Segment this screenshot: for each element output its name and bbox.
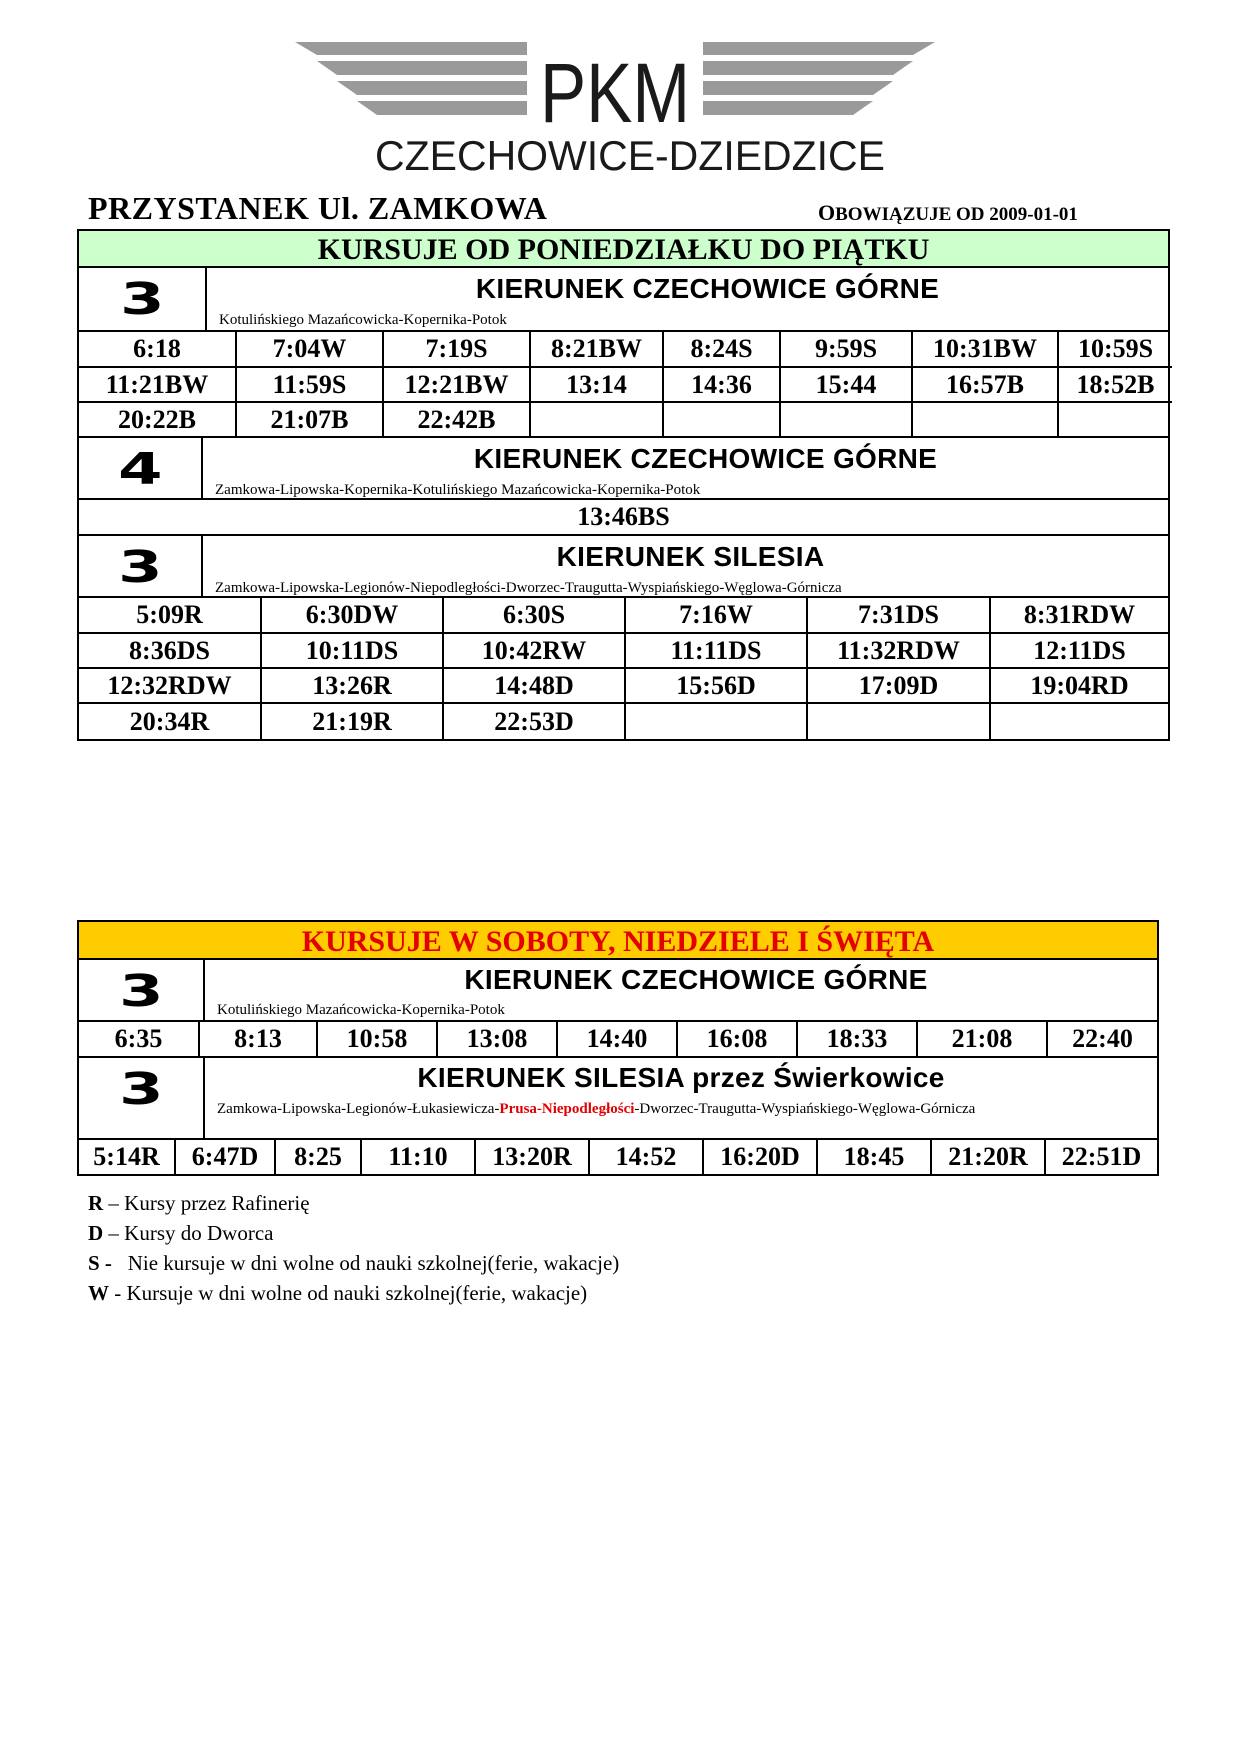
departure-time (807, 703, 990, 739)
departure-time: 8:36DS (79, 633, 261, 668)
departure-time: 13:46BS (577, 502, 670, 531)
departure-time: 15:56D (625, 668, 807, 703)
departure-time: 22:53D (443, 703, 625, 739)
route-number: 3 (79, 1058, 205, 1138)
departure-time: 18:33 (797, 1022, 917, 1056)
departure-time (990, 703, 1168, 739)
departure-time: 14:40 (557, 1022, 677, 1056)
departure-time: 17:09D (807, 668, 990, 703)
departure-time: 15:44 (780, 367, 912, 402)
departure-time: 19:04RD (990, 668, 1168, 703)
weekend-banner: KURSUJE W SOBOTY, NIEDZIELE I ŚWIĘTA (79, 922, 1157, 960)
route-direction: KIERUNEK CZECHOWICE GÓRNE (475, 273, 940, 304)
departure-time (780, 402, 912, 436)
stop-title: PRZYSTANEK Ul. ZAMKOWA (88, 190, 548, 226)
route-path: Kotulińskiego Mazańcowicka-Kopernika-Potok (219, 312, 507, 328)
weekday-banner: KURSUJE OD PONIEDZIAŁKU DO PIĄTKU (79, 231, 1168, 268)
departure-time: 16:20D (703, 1140, 817, 1174)
departure-time: 18:45 (817, 1140, 931, 1174)
departure-time: 11:59S (236, 367, 383, 402)
departure-time: 6:35 (79, 1022, 199, 1056)
route-header (79, 1056, 1157, 1140)
departure-time: 6:47D (175, 1140, 275, 1174)
departure-time: 16:08 (677, 1022, 797, 1056)
legend (88, 1188, 619, 1308)
departure-time: 18:52B (1058, 367, 1172, 402)
departure-time: 5:14R (79, 1140, 175, 1174)
departure-time: 20:34R (79, 703, 261, 739)
departure-time: 7:04W (236, 332, 383, 367)
legend-item: W - Kursuje w dni wolne od nauki szkolnej(ferie, wakacje) (88, 1281, 588, 1305)
departure-time: 21:07B (236, 402, 383, 436)
departure-time: 8:21BW (530, 332, 663, 367)
weekend-section (77, 920, 1159, 1176)
departure-time: 12:11DS (990, 633, 1168, 668)
departure-time: 13:26R (261, 668, 443, 703)
pkm-logo (295, 42, 935, 177)
departure-time: 8:13 (199, 1022, 317, 1056)
departure-time (1058, 402, 1172, 436)
departure-time: 10:58 (317, 1022, 437, 1056)
departure-time: 6:30S (443, 598, 625, 633)
timetable-grid (79, 598, 1168, 739)
departure-time: 12:21BW (383, 367, 530, 402)
route-number: 3 (79, 268, 207, 330)
route-header (79, 534, 1168, 598)
departure-time: 6:30DW (261, 598, 443, 633)
route-number: 3 (79, 536, 203, 596)
departure-time: 14:36 (663, 367, 780, 402)
route-path: Zamkowa-Lipowska-Legionów-Niepodległości-Dworzec-Traugutta-Wyspiańskiego-Węglowa-Górnicza (215, 580, 842, 596)
departure-time: 22:51D (1045, 1140, 1157, 1174)
legend-item: S - Nie kursuje w dni wolne od nauki szkolnej(ferie, wakacje) (88, 1251, 620, 1275)
departure-time: 11:21BW (79, 367, 236, 402)
departure-time: 14:52 (589, 1140, 703, 1174)
departure-time: 7:31DS (807, 598, 990, 633)
departure-time: 21:20R (931, 1140, 1045, 1174)
departure-time: 11:32RDW (807, 633, 990, 668)
route-direction: KIERUNEK CZECHOWICE GÓRNE (464, 964, 928, 995)
departure-time: 13:14 (530, 367, 663, 402)
route-number: 3 (79, 960, 205, 1020)
departure-time (663, 402, 780, 436)
route-direction: KIERUNEK SILESIA (556, 541, 825, 572)
logo-city: CZECHOWICE-DZIEDZICE (375, 132, 885, 177)
departure-time: 16:57B (912, 367, 1058, 402)
route-direction: KIERUNEK CZECHOWICE GÓRNE (473, 443, 938, 474)
departure-time: 8:24S (663, 332, 780, 367)
valid-from: OBOWIĄZUJE OD 2009-01-01 (818, 200, 1078, 225)
departure-time: 21:08 (917, 1022, 1047, 1056)
departure-time: 5:09R (79, 598, 261, 633)
route-header (79, 268, 1168, 332)
departure-time: 7:16W (625, 598, 807, 633)
departure-time: 21:19R (261, 703, 443, 739)
legend-item: R – Kursy przez Rafinerię (88, 1191, 310, 1215)
departure-time: 6:18 (79, 332, 236, 367)
logo-brand: PKM (540, 46, 690, 140)
departure-time: 8:31RDW (990, 598, 1168, 633)
departure-time: 7:19S (383, 332, 530, 367)
route-path: Zamkowa-Lipowska-Kopernika-Kotulińskiego Mazańcowicka-Kopernika-Potok (215, 482, 701, 498)
route-number: 4 (79, 438, 203, 498)
departure-time: 13:20R (475, 1140, 589, 1174)
route-header (79, 960, 1157, 1022)
departure-time: 13:08 (437, 1022, 557, 1056)
departure-time: 10:11DS (261, 633, 443, 668)
departure-time: 9:59S (780, 332, 912, 367)
departure-time: 8:25 (275, 1140, 361, 1174)
departure-time: 10:59S (1058, 332, 1172, 367)
departure-time: 14:48D (443, 668, 625, 703)
route-path: Kotulińskiego Mazańcowicka-Kopernika-Potok (217, 1002, 505, 1018)
departure-time (912, 402, 1058, 436)
route-direction: KIERUNEK SILESIA przez Świerkowice (417, 1062, 945, 1093)
departure-time: 22:42B (383, 402, 530, 436)
timetable-grid (79, 1140, 1157, 1174)
departure-time: 11:10 (361, 1140, 475, 1174)
route-path: Zamkowa-Lipowska-Legionów-Łukasiewicza-Prusa-Niepodległości-Dworzec-Traugutta-Wyspiańskiego-Węglowa-Górnicza (217, 1101, 976, 1117)
weekday-section (77, 229, 1170, 741)
departure-time: 22:40 (1047, 1022, 1157, 1056)
departure-time: 10:31BW (912, 332, 1058, 367)
timetable-grid (79, 1022, 1157, 1056)
departure-time (530, 402, 663, 436)
departure-time: 10:42RW (443, 633, 625, 668)
departure-time (625, 703, 807, 739)
legend-item: D – Kursy do Dworca (88, 1221, 274, 1245)
timetable-grid (79, 332, 1172, 436)
departure-time: 11:11DS (625, 633, 807, 668)
departure-time: 20:22B (79, 402, 236, 436)
departure-time: 12:32RDW (79, 668, 261, 703)
route-header (79, 436, 1168, 500)
